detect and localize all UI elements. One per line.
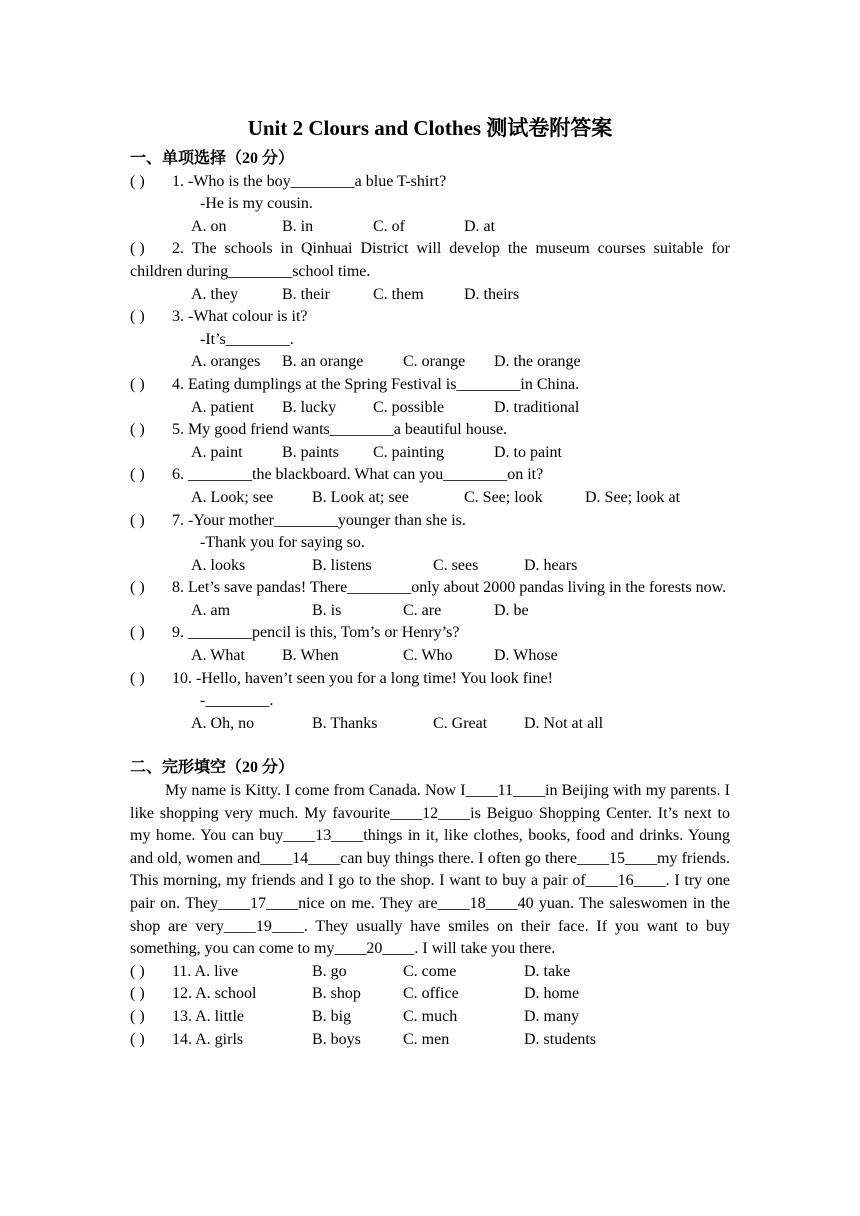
option-b: B. paints bbox=[282, 443, 339, 461]
answer-blank[interactable]: ( ) bbox=[130, 421, 145, 439]
option-b: B. shop bbox=[312, 985, 361, 1003]
option-c: C. Great bbox=[433, 714, 488, 732]
option-c: C. them bbox=[373, 285, 424, 303]
question-text: 6. ________the blackboard. What can you________on it? bbox=[172, 466, 544, 484]
page-title: Unit 2 Clours and Clothes 测试卷附答案 bbox=[247, 116, 613, 140]
question-7-reply: -Thank you for saying so. bbox=[200, 534, 365, 552]
answer-blank[interactable]: ( ) bbox=[130, 308, 145, 326]
answer-blank[interactable]: ( ) bbox=[130, 172, 145, 190]
exam-content bbox=[130, 148, 730, 1051]
question-8 bbox=[130, 577, 730, 600]
option-d: D. take bbox=[524, 962, 571, 980]
option-d: D. to paint bbox=[494, 443, 562, 461]
option-c: C. See; look bbox=[464, 488, 543, 506]
question-6 bbox=[130, 464, 730, 487]
option-b: B. in bbox=[282, 217, 314, 235]
answer-blank[interactable]: ( ) bbox=[130, 985, 145, 1003]
answer-blank[interactable]: ( ) bbox=[130, 511, 145, 529]
answer-blank[interactable]: ( ) bbox=[130, 962, 145, 980]
answer-blank[interactable]: ( ) bbox=[130, 375, 145, 393]
question-7-options bbox=[130, 555, 730, 578]
option-d: D. See; look at bbox=[585, 488, 681, 506]
question-text: 9. ________pencil is this, Tom’s or Henry’s? bbox=[172, 624, 460, 642]
question-9 bbox=[130, 622, 730, 645]
answer-blank[interactable]: ( ) bbox=[130, 240, 145, 258]
option-c: C. Who bbox=[403, 647, 453, 665]
option-d: D. be bbox=[494, 601, 529, 619]
option-c: C. office bbox=[403, 985, 459, 1003]
question-text: 10. -Hello, haven’t seen you for a long time! You look fine! bbox=[172, 669, 553, 687]
option-c: C. come bbox=[403, 962, 457, 980]
question-1-reply: -He is my cousin. bbox=[200, 195, 313, 213]
question-4 bbox=[130, 374, 730, 397]
option-c: C. men bbox=[403, 1030, 450, 1048]
option-c: C. sees bbox=[433, 556, 479, 574]
question-5 bbox=[130, 419, 730, 442]
option-a: A. looks bbox=[191, 556, 246, 574]
question-text: 5. My good friend wants________a beautiful house. bbox=[172, 421, 508, 439]
option-a: A. Look; see bbox=[191, 488, 274, 506]
option-b: B. When bbox=[282, 647, 339, 665]
question-3-reply: -It’s________. bbox=[200, 330, 294, 348]
option-b: B. Thanks bbox=[312, 714, 378, 732]
option-c: C. possible bbox=[373, 398, 445, 416]
question-text: 1. -Who is the boy________a blue T-shirt? bbox=[172, 172, 447, 190]
option-b: B. boys bbox=[312, 1030, 361, 1048]
question-1-options bbox=[130, 216, 730, 239]
question-3-options bbox=[130, 351, 730, 374]
option-b: B. big bbox=[312, 1007, 352, 1025]
option-c: C. painting bbox=[373, 443, 445, 461]
option-d: D. traditional bbox=[494, 398, 580, 416]
option-d: D. the orange bbox=[494, 353, 581, 371]
option-d: D. many bbox=[524, 1007, 580, 1025]
question-2-options bbox=[130, 284, 730, 307]
answer-blank[interactable]: ( ) bbox=[130, 579, 145, 597]
section1-heading: 一、单项选择（20 分） bbox=[130, 150, 295, 167]
option-a: 12. A. school bbox=[172, 985, 257, 1003]
question-7 bbox=[130, 510, 730, 533]
question-6-options bbox=[130, 487, 730, 510]
option-b: B. an orange bbox=[282, 353, 364, 371]
option-d: D. home bbox=[524, 985, 580, 1003]
option-d: D. Whose bbox=[494, 647, 558, 665]
option-c: C. of bbox=[373, 217, 405, 235]
section-gap bbox=[130, 735, 730, 757]
option-a: A. What bbox=[191, 647, 245, 665]
question-text: 3. -What colour is it? bbox=[172, 308, 308, 326]
question-9-options bbox=[130, 645, 730, 668]
question-8-options bbox=[130, 600, 730, 623]
question-13 bbox=[130, 1006, 730, 1029]
question-4-options bbox=[130, 397, 730, 420]
option-b: B. Look at; see bbox=[312, 488, 409, 506]
option-b: B. their bbox=[282, 285, 330, 303]
question-3 bbox=[130, 306, 730, 329]
question-14 bbox=[130, 1029, 730, 1052]
option-a: A. they bbox=[191, 285, 239, 303]
option-c: C. much bbox=[403, 1007, 458, 1025]
option-b: B. is bbox=[312, 601, 342, 619]
option-a: A. paint bbox=[191, 443, 243, 461]
option-a: A. Oh, no bbox=[191, 714, 255, 732]
option-d: D. theirs bbox=[464, 285, 520, 303]
option-a: 11. A. live bbox=[172, 962, 239, 980]
question-1 bbox=[130, 171, 730, 194]
section2-heading: 二、完形填空（20 分） bbox=[130, 759, 295, 777]
option-a: A. am bbox=[191, 601, 231, 619]
question-10-options bbox=[130, 713, 730, 736]
question-2 bbox=[130, 238, 730, 283]
option-a: 13. A. little bbox=[172, 1007, 244, 1025]
option-a: A. patient bbox=[191, 398, 255, 416]
option-a: A. oranges bbox=[191, 353, 261, 371]
question-text: 4. Eating dumplings at the Spring Festival is________in China. bbox=[172, 375, 580, 393]
option-c: C. orange bbox=[403, 353, 466, 371]
question-5-options bbox=[130, 442, 730, 465]
option-a: 14. A. girls bbox=[172, 1030, 244, 1048]
answer-blank[interactable]: ( ) bbox=[130, 1007, 145, 1025]
question-10-reply: -________. bbox=[200, 692, 274, 710]
answer-blank[interactable]: ( ) bbox=[130, 624, 145, 642]
option-d: D. hears bbox=[524, 556, 578, 574]
option-d: D. Not at all bbox=[524, 714, 604, 732]
question-10 bbox=[130, 668, 730, 691]
question-text: 8. Let’s save pandas! There________only about 2000 pandas living in the forests now. bbox=[172, 579, 727, 597]
cloze-passage: My name is Kitty. I come from Canada. Now I____11____in Beijing with my parents. I like shopping very much. My favourite____12____is Beiguo Shopping Center. It’s next to my home. You can buy____13____things in it, like clothes, books, food and drinks. Young and old, women and____14____can buy things there. I often go there____15____my friends. This morning, my friends and I go to the shop. I want to buy a pair of____16____. I try one pair on. They____17____nice on me. They are____18____40 yuan. The saleswomen in the shop are very____19____. They usually have smiles on their face. If you want to buy something, you can come to my____20____. I will take you there. bbox=[130, 782, 730, 958]
option-a: A. on bbox=[191, 217, 227, 235]
option-d: D. at bbox=[464, 217, 496, 235]
option-b: B. lucky bbox=[282, 398, 337, 416]
answer-blank[interactable]: ( ) bbox=[130, 1030, 145, 1048]
answer-blank[interactable]: ( ) bbox=[130, 466, 145, 484]
question-11 bbox=[130, 961, 730, 984]
answer-blank[interactable]: ( ) bbox=[130, 669, 145, 687]
question-text: 2. The schools in Qinhuai District will develop the museum courses suitable for children during________school time. bbox=[130, 240, 730, 280]
question-12 bbox=[130, 983, 730, 1006]
option-d: D. students bbox=[524, 1030, 596, 1048]
option-b: B. go bbox=[312, 962, 347, 980]
option-b: B. listens bbox=[312, 556, 372, 574]
option-c: C. are bbox=[403, 601, 442, 619]
question-text: 7. -Your mother________younger than she is. bbox=[172, 511, 466, 529]
